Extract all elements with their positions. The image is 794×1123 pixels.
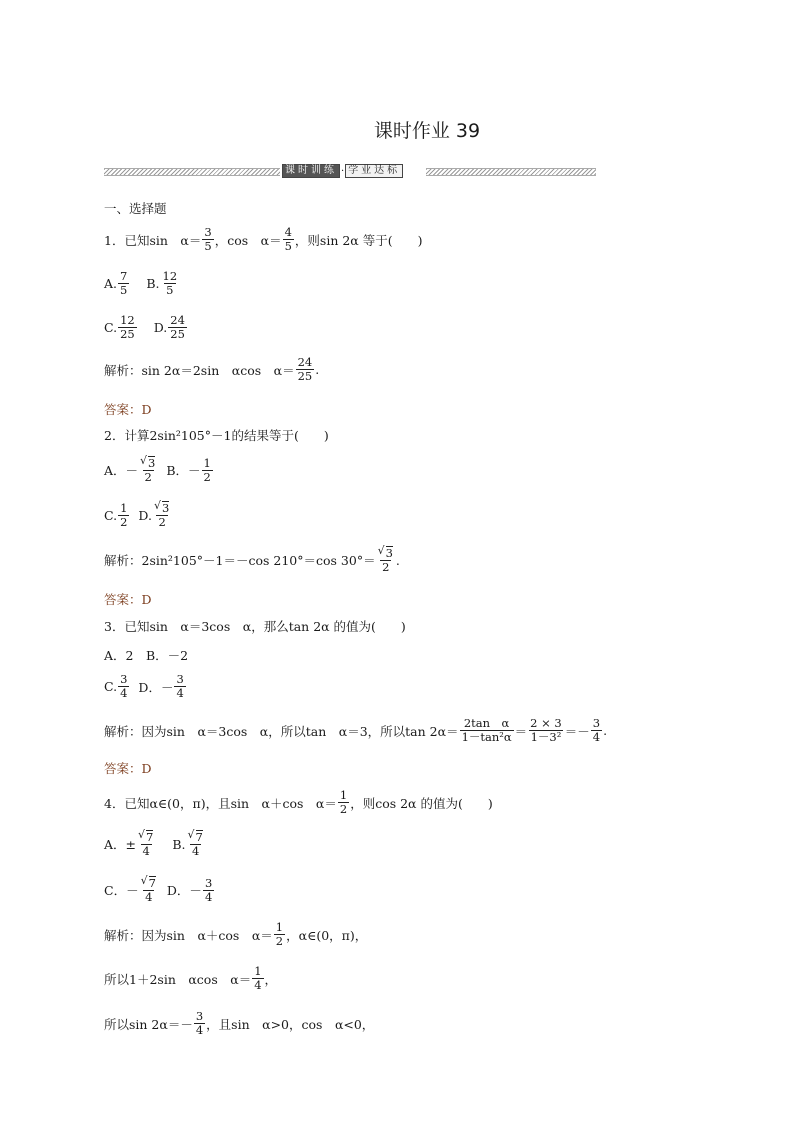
q4-stem-text: 4．已知α∈(0，π)，且sin α＋cos α＝ xyxy=(104,795,337,811)
denominator: 2 xyxy=(120,514,128,529)
denominator: 25 xyxy=(170,327,185,341)
denominator: 2 xyxy=(339,802,348,816)
fraction xyxy=(187,830,205,858)
option-b: B. xyxy=(172,836,186,852)
sqrt-symbol xyxy=(141,456,155,470)
numerator: 24 xyxy=(170,313,185,327)
sqrt-symbol xyxy=(155,501,169,515)
numerator xyxy=(139,456,157,470)
q2-stem: 2．计算2sin²105°－1的结果等于( ) xyxy=(104,428,329,443)
denominator: 2 xyxy=(382,560,390,574)
solution-text: ＝－ xyxy=(564,723,590,739)
numerator xyxy=(140,876,158,890)
numerator: 3 xyxy=(195,1009,204,1023)
q3-stem: 3．已知sin α＝3cos α，那么tan 2α 的值为( ) xyxy=(104,619,406,634)
banner-stripe-right xyxy=(426,168,596,176)
q4-options-cd xyxy=(104,876,215,904)
denominator: 4 xyxy=(192,844,200,858)
fraction xyxy=(460,717,514,744)
solution-text: . xyxy=(315,362,320,377)
q3-answer: 答案：D xyxy=(104,761,152,776)
numerator xyxy=(377,546,395,560)
solution-text: . xyxy=(395,552,400,568)
q3-options-cd xyxy=(104,673,187,700)
q3-solution xyxy=(104,717,607,744)
fraction xyxy=(153,501,171,529)
banner-dot: · xyxy=(341,165,345,177)
q1-answer: 答案：D xyxy=(104,402,152,417)
option-b: B. xyxy=(146,276,160,291)
fraction xyxy=(137,830,155,858)
radicand: 3 xyxy=(385,546,393,560)
banner-stripe-left xyxy=(104,168,280,176)
solution-text: . xyxy=(603,723,608,738)
q4-solution-3 xyxy=(104,1010,374,1037)
fraction xyxy=(161,270,180,297)
q1-stem xyxy=(104,226,422,253)
fraction xyxy=(174,673,185,700)
numerator: 24 xyxy=(297,355,313,369)
fraction xyxy=(139,456,157,484)
numerator: 1 xyxy=(254,964,262,978)
q1-options-ab xyxy=(104,270,180,297)
solution-text: 解析：sin 2α＝2sin αcos α＝ xyxy=(104,362,295,378)
numerator: 1 xyxy=(339,788,348,802)
q4-stem-text: ，则cos 2α 的值为( ) xyxy=(350,795,493,811)
denominator: 4 xyxy=(120,686,128,700)
fraction xyxy=(283,226,294,253)
denominator: 25 xyxy=(120,327,135,341)
fraction xyxy=(194,1010,205,1037)
solution-text: 所以1＋2sin αcos α＝ xyxy=(104,971,252,987)
option-c: C. xyxy=(104,679,118,694)
numerator: 3 xyxy=(592,716,601,730)
solution-text: 所以sin 2α＝－ xyxy=(104,1016,193,1032)
q1-options-cd xyxy=(104,314,188,341)
denominator: 1－3² xyxy=(530,730,562,744)
q4-solution-1 xyxy=(104,921,367,948)
option-d: D. xyxy=(153,320,168,335)
denominator: 4 xyxy=(142,844,150,858)
denominator: 5 xyxy=(166,283,174,297)
banner-part-2: 学业达标 xyxy=(345,164,403,178)
solution-text: 解析：2sin²105°－1＝－cos 210°＝cos 30°＝ xyxy=(104,553,376,568)
fraction xyxy=(296,356,315,383)
banner-label xyxy=(282,164,403,178)
q4-stem xyxy=(104,789,493,816)
page-title: 课时作业 39 xyxy=(373,120,481,142)
solution-text: ，α∈(0，π)， xyxy=(286,927,368,943)
fraction xyxy=(528,717,564,744)
denominator: 4 xyxy=(176,686,184,700)
banner-part-1: 课时训练 xyxy=(282,164,340,178)
sqrt-symbol xyxy=(142,876,156,890)
denominator: 4 xyxy=(592,730,601,744)
option-d: D．－ xyxy=(138,679,174,695)
solution-text: 解析：因为sin α＝3cos α，所以tan α＝3，所以tan 2α＝ xyxy=(104,723,459,739)
denominator: 5 xyxy=(284,239,292,253)
denominator: 4 xyxy=(195,1023,204,1037)
q2-options-ab xyxy=(104,456,214,484)
sqrt-symbol xyxy=(189,830,203,844)
radicand: 7 xyxy=(148,876,156,890)
numerator: 7 xyxy=(120,269,128,283)
fraction xyxy=(118,314,137,341)
solution-text: 解析：因为sin α＋cos α＝ xyxy=(104,927,273,943)
sqrt-symbol xyxy=(139,830,153,844)
fraction xyxy=(203,877,214,904)
numerator xyxy=(153,501,171,515)
numerator: 12 xyxy=(162,269,178,283)
fraction xyxy=(338,789,349,816)
radicand: 3 xyxy=(148,456,156,470)
denominator: 5 xyxy=(204,239,212,253)
fraction xyxy=(118,270,129,297)
numerator: 1 xyxy=(120,500,128,515)
numerator: 3 xyxy=(204,225,212,239)
radicand: 7 xyxy=(195,830,203,844)
fraction xyxy=(118,673,129,700)
numerator: 2tan α xyxy=(463,716,510,730)
denominator: 4 xyxy=(204,889,213,904)
numerator: 2 × 3 xyxy=(530,716,562,730)
q1-stem-text: ，则sin 2α 等于( ) xyxy=(294,232,423,248)
q2-solution xyxy=(104,546,400,574)
numerator: 1 xyxy=(203,455,211,470)
q2-answer: 答案：D xyxy=(104,592,152,607)
numerator: 1 xyxy=(275,920,284,934)
q2-options-cd xyxy=(104,501,172,529)
q1-stem-text: ，cos α＝ xyxy=(214,232,282,248)
numerator: 12 xyxy=(120,313,135,327)
fraction xyxy=(140,876,158,904)
numerator: 4 xyxy=(284,225,292,239)
option-d: D. xyxy=(138,507,152,523)
numerator: 3 xyxy=(176,672,184,686)
option-c: C. xyxy=(104,507,118,523)
section-banner xyxy=(104,164,596,178)
numerator xyxy=(137,830,155,844)
numerator xyxy=(187,830,205,844)
option-d: D．－ xyxy=(166,883,202,898)
denominator: 2 xyxy=(144,470,152,484)
option-a: A．－ xyxy=(104,463,139,478)
fraction xyxy=(274,921,285,948)
denominator: 4 xyxy=(254,978,262,992)
numerator: 3 xyxy=(204,875,213,890)
fraction xyxy=(118,502,129,529)
q4-solution-2 xyxy=(104,965,277,992)
numerator: 3 xyxy=(120,672,128,686)
q4-options-ab xyxy=(104,830,206,858)
denominator: 25 xyxy=(297,369,313,383)
q1-stem-text: 1．已知sin α＝ xyxy=(104,232,202,248)
option-c: C. xyxy=(104,320,118,335)
fraction xyxy=(252,965,263,992)
option-a: A．± xyxy=(104,837,137,852)
solution-text: ，且sin α>0，cos α<0， xyxy=(206,1016,375,1032)
denominator: 2 xyxy=(203,469,211,484)
option-c: C．－ xyxy=(104,883,139,898)
q3-options-ab: A．2 B．－2 xyxy=(104,648,189,663)
fraction xyxy=(377,546,395,574)
denominator: 2 xyxy=(158,515,166,529)
solution-text: ＝ xyxy=(514,723,528,739)
radicand: 3 xyxy=(161,501,170,515)
denominator: 5 xyxy=(120,283,128,297)
fraction xyxy=(202,226,213,253)
sqrt-symbol xyxy=(379,546,393,560)
denominator: 1－tan²α xyxy=(461,730,512,744)
radicand: 7 xyxy=(146,830,154,844)
denominator: 2 xyxy=(275,934,284,948)
fraction xyxy=(591,717,602,744)
option-b: B．－ xyxy=(166,463,201,478)
denominator: 4 xyxy=(145,890,153,904)
section-heading: 一、选择题 xyxy=(104,201,167,216)
option-a: A. xyxy=(104,276,118,291)
fraction xyxy=(168,314,187,341)
solution-text: ， xyxy=(264,971,278,987)
q1-solution xyxy=(104,356,319,383)
fraction xyxy=(202,457,213,484)
